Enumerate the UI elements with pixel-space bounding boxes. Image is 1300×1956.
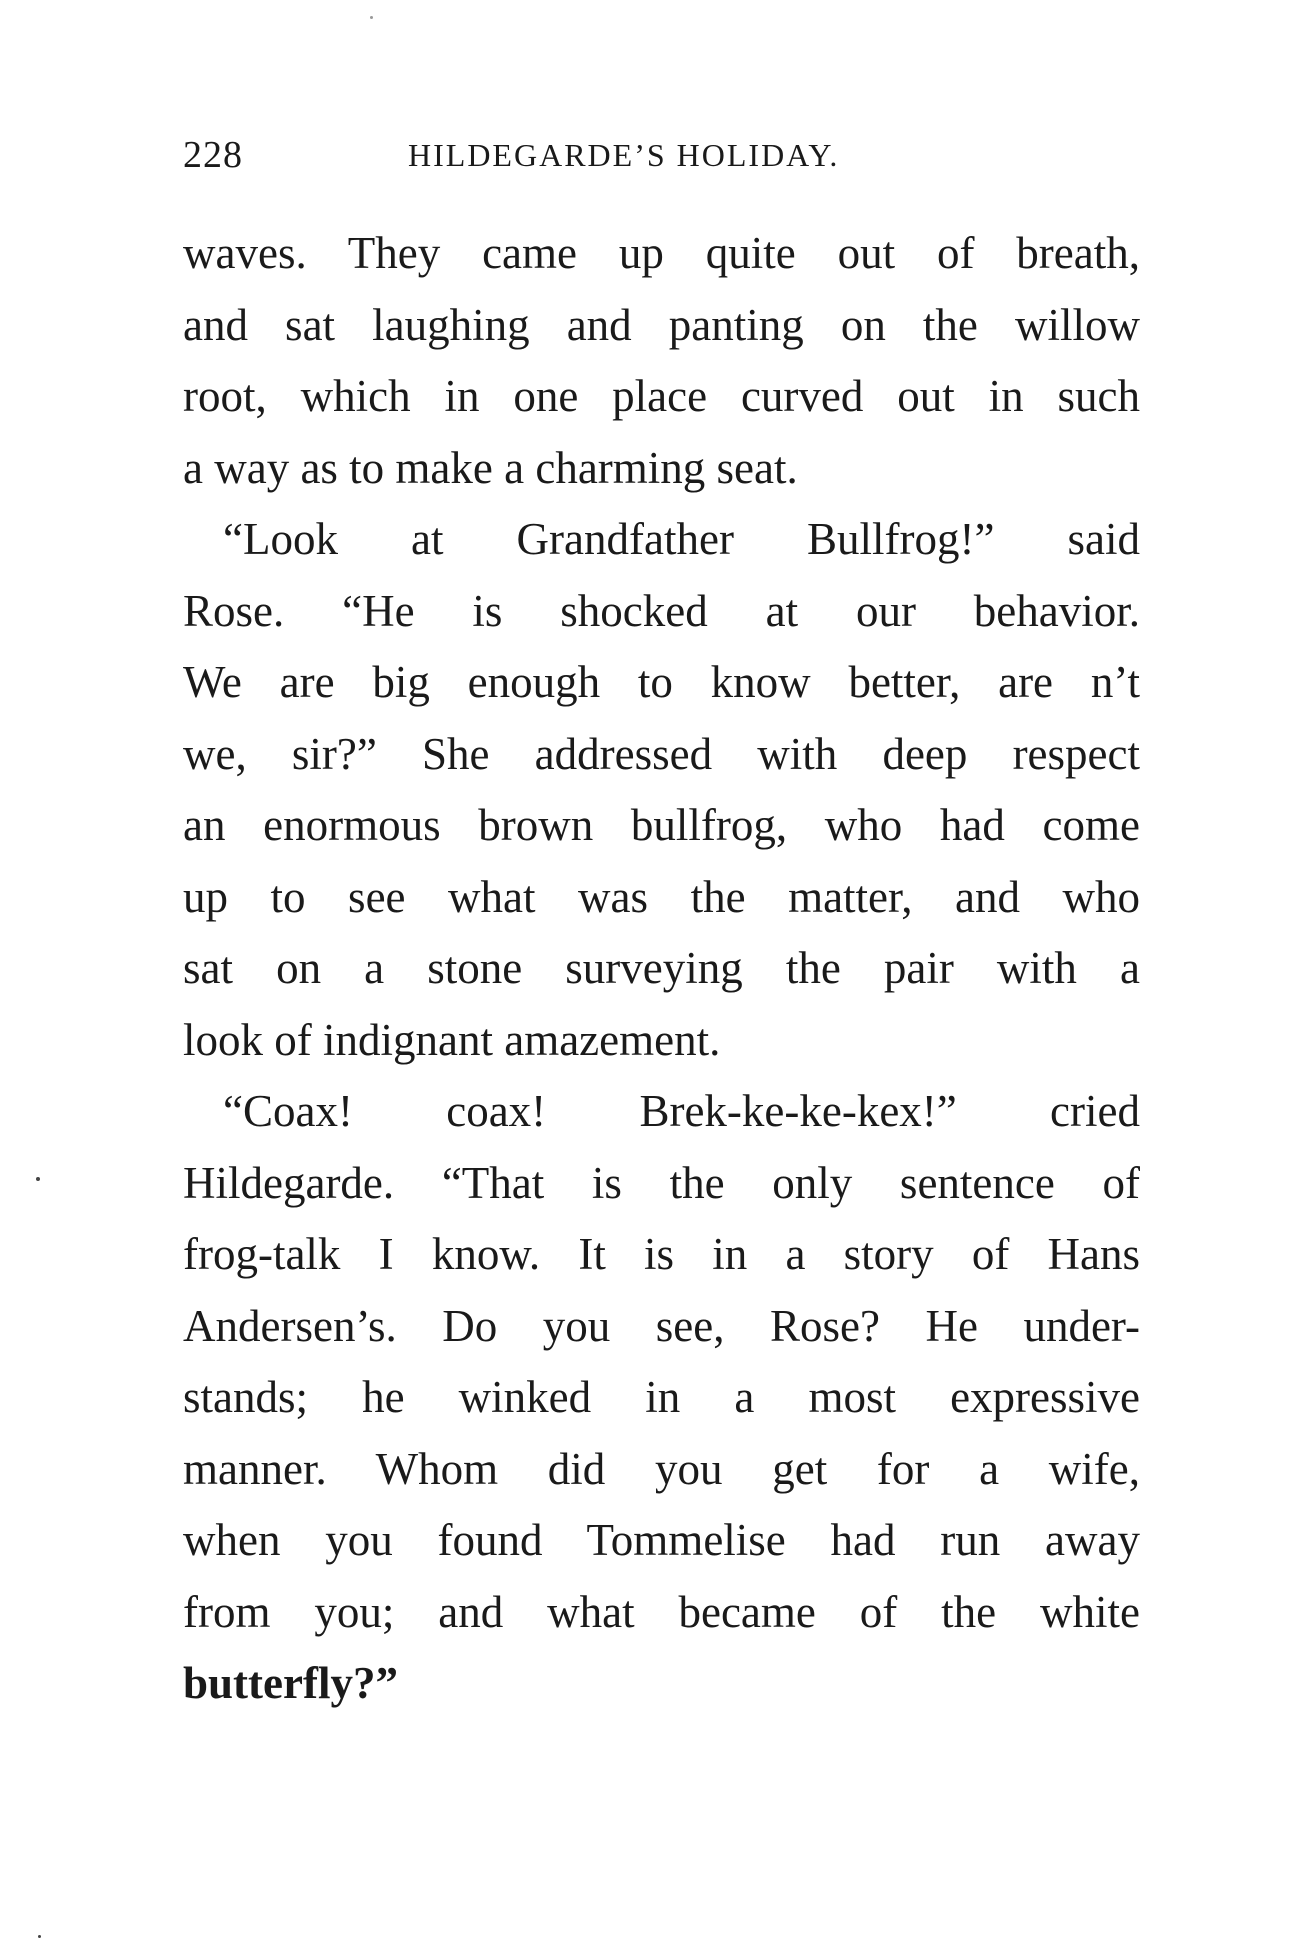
text-line: Andersen’s. Do you see, Rose? He under- bbox=[183, 1300, 1140, 1351]
text-line: stands; he winked in a most expressive bbox=[183, 1372, 1140, 1422]
margin-speck bbox=[38, 1935, 41, 1938]
text-line: “Coax! coax! Brek-ke-ke-kex!” cried bbox=[223, 1086, 1140, 1136]
text-line: an enormous brown bullfrog, who had come bbox=[183, 800, 1140, 850]
text-line: when you found Tommelise had run away bbox=[183, 1515, 1140, 1565]
text-line: sat on a stone surveying the pair with a bbox=[183, 943, 1140, 993]
text-line: We are big enough to know better, are n’t bbox=[183, 657, 1140, 707]
text-line: from you; and what became of the white bbox=[183, 1586, 1140, 1637]
text-line: Rose. “He is shocked at our behavior. bbox=[183, 585, 1140, 636]
text-line: frog-talk I know. It is in a story of Hans bbox=[183, 1229, 1140, 1279]
text-line: Hildegarde. “That is the only sentence of bbox=[183, 1157, 1140, 1208]
text-line: root, which in one place curved out in such bbox=[183, 371, 1140, 421]
text-line: “Look at Grandfather Bullfrog!” said bbox=[223, 514, 1140, 564]
text-line: up to see what was the matter, and who bbox=[183, 871, 1140, 922]
text-line: a way as to make a charming seat. bbox=[183, 442, 798, 493]
running-title: HILDEGARDE’S HOLIDAY. bbox=[408, 137, 840, 173]
text-line: and sat laughing and panting on the willow bbox=[183, 299, 1140, 350]
text-line: manner. Whom did you get for a wife, bbox=[183, 1443, 1140, 1494]
text-line: waves. They came up quite out of breath, bbox=[183, 228, 1140, 278]
text-line: butterfly?” bbox=[183, 1658, 398, 1708]
text-line: look of indignant amazement. bbox=[183, 1014, 721, 1065]
margin-speck bbox=[36, 1177, 40, 1181]
text-line: we, sir?” She addressed with deep respect bbox=[183, 728, 1140, 779]
margin-speck bbox=[370, 16, 373, 19]
page-number: 228 bbox=[183, 134, 243, 176]
body-text bbox=[183, 218, 1140, 1720]
running-head bbox=[183, 133, 1140, 176]
